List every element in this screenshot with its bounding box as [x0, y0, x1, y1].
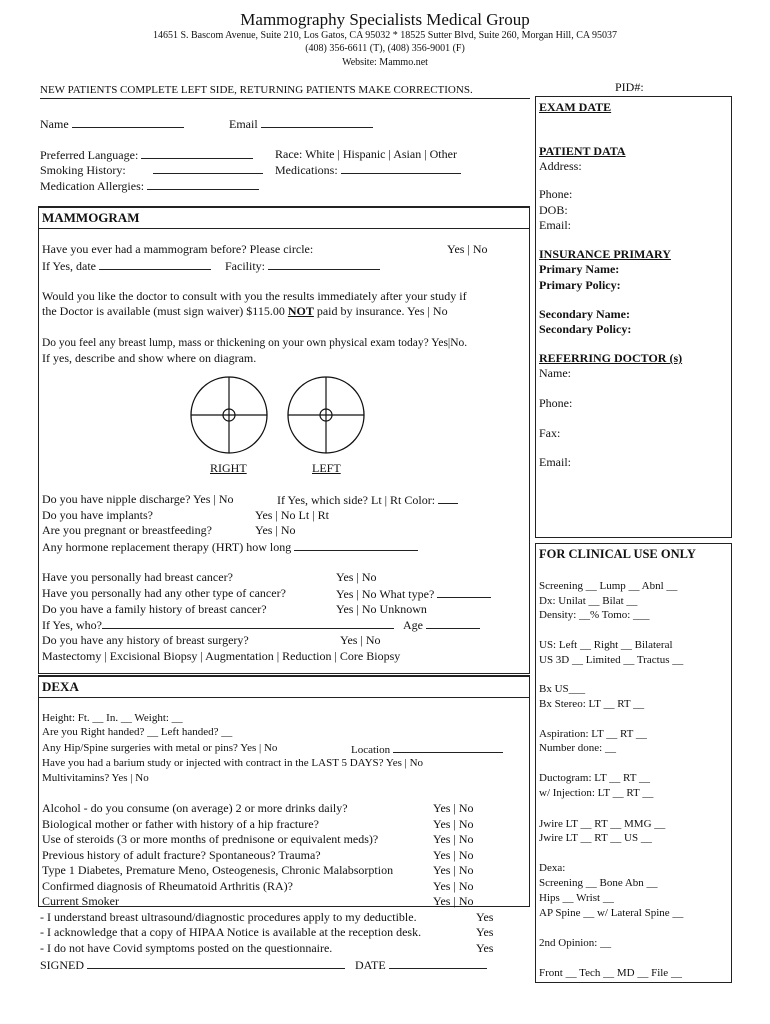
dexa-answer[interactable]: Yes | No	[433, 832, 474, 846]
ack-answer[interactable]: Yes	[476, 910, 494, 924]
dexa-rule	[38, 697, 530, 698]
org-name: Mammography Specialists Medical Group	[240, 10, 530, 29]
dexa-answer[interactable]: Yes | No	[433, 894, 474, 908]
org-website: Website: Mammo.net	[342, 57, 428, 68]
q-pregnant: Are you pregnant or breastfeeding?	[42, 523, 212, 537]
q-breast-cancer-answer[interactable]: Yes | No	[336, 570, 377, 584]
q-discharge-side[interactable]: If Yes, which side? Lt | Rt Color:	[277, 492, 458, 507]
height-weight[interactable]: Height: Ft. __ In. __ Weight: __	[42, 712, 183, 724]
clinical-line[interactable]: 2nd Opinion: __	[539, 937, 612, 949]
instructions: NEW PATIENTS COMPLETE LEFT SIDE, RETURNING PATIENTS MAKE CORRECTIONS.	[40, 84, 473, 96]
clinical-line[interactable]: Aspiration: LT __ RT __	[539, 728, 647, 740]
right-label: RIGHT	[210, 461, 247, 475]
clinical-line[interactable]: Ductogram: LT __ RT __	[539, 772, 650, 784]
dexa-answer[interactable]: Yes | No	[433, 848, 474, 862]
left-breast-diagram[interactable]	[287, 376, 367, 456]
email-field[interactable]: Email	[229, 116, 373, 131]
exam-date-label: EXAM DATE	[539, 100, 612, 114]
dexa-question: Confirmed diagnosis of Rheumatoid Arthritis (RA)?	[42, 879, 293, 893]
prior-facility-field[interactable]: Facility:	[225, 258, 380, 273]
org-address: 14651 S. Bascom Avenue, Suite 210, Los Gatos, CA 95032 * 18525 Sutter Blvd, Suite 260, Morgan Hill, CA 95037	[152, 30, 618, 41]
prior-date-field[interactable]: If Yes, date	[42, 258, 211, 273]
family-who-field[interactable]: If Yes, who?	[42, 617, 394, 632]
right-breast-diagram[interactable]	[190, 376, 270, 456]
q-prior-mammogram-answer[interactable]: Yes | No	[447, 242, 488, 256]
q-hrt[interactable]: Any hormone replacement therapy (HRT) how long	[42, 539, 418, 554]
dexa-answer[interactable]: Yes | No	[433, 817, 474, 831]
patient-dob-label: DOB:	[539, 203, 568, 217]
primary-policy-label: Primary Policy:	[539, 278, 621, 292]
dexa-question: Alcohol - do you consume (on average) 2 or more drinks daily?	[42, 801, 348, 815]
clinical-line[interactable]: US: Left __ Right __ Bilateral	[539, 639, 673, 651]
q-lump-line1[interactable]: Do you feel any breast lump, mass or thickening on your own physical exam today? Yes|No.	[42, 337, 468, 349]
medications-field[interactable]: Medications:	[275, 162, 461, 177]
dexa-answer[interactable]: Yes | No	[433, 863, 474, 877]
clinical-line[interactable]: Jwire LT __ RT __ US __	[539, 832, 652, 844]
ref-email-label: Email:	[539, 455, 571, 469]
q-implants-answer[interactable]: Yes | No Lt | Rt	[255, 508, 329, 522]
clinical-line[interactable]: Dexa:	[539, 862, 566, 874]
q-nipple-discharge[interactable]: Do you have nipple discharge? Yes | No	[42, 492, 234, 506]
clinical-line[interactable]: AP Spine __ w/ Lateral Spine __	[539, 907, 684, 919]
q-prior-mammogram: Have you ever had a mammogram before? Please circle:	[42, 242, 314, 256]
q-other-cancer: Have you personally had any other type of cancer?	[42, 586, 286, 600]
q-barium[interactable]: Have you had a barium study or injected with contract in the LAST 5 DAYS? Yes | No	[42, 757, 424, 769]
clinical-line[interactable]: Bx Stereo: LT __ RT __	[539, 698, 645, 710]
clinical-line[interactable]: Screening __ Lump __ Abnl __	[539, 580, 678, 592]
clinical-line[interactable]: Bx US___	[539, 683, 586, 695]
ref-fax-label: Fax:	[539, 426, 561, 440]
clinical-line[interactable]: Screening __ Bone Abn __	[539, 877, 658, 889]
q-implants: Do you have implants?	[42, 508, 153, 522]
secondary-policy-label: Secondary Policy:	[539, 322, 632, 336]
ref-name-label: Name:	[539, 366, 571, 380]
clinical-heading: FOR CLINICAL USE ONLY	[539, 547, 696, 561]
clinical-line[interactable]: US 3D __ Limited __ Tractus __	[539, 654, 684, 666]
q-multivitamins[interactable]: Multivitamins? Yes | No	[42, 772, 149, 784]
dexa-question: Previous history of adult fracture? Spontaneous? Trauma?	[42, 848, 321, 862]
q-breast-cancer: Have you personally had breast cancer?	[42, 570, 233, 584]
referring-doctor-heading: REFERRING DOCTOR (s)	[539, 351, 683, 365]
ack-item: - I acknowledge that a copy of HIPAA Notice is available at the reception desk.	[40, 925, 422, 939]
allergies-field[interactable]: Medication Allergies:	[40, 178, 259, 193]
date-field[interactable]: DATE	[355, 957, 487, 972]
language-field[interactable]: Preferred Language:	[40, 147, 253, 162]
mammogram-rule	[38, 228, 530, 229]
q-hip-spine[interactable]: Any Hip/Spine surgeries with metal or pins? Yes | No	[42, 742, 278, 754]
secondary-name-label: Secondary Name:	[539, 307, 630, 321]
mammogram-heading: MAMMOGRAM	[42, 210, 140, 225]
q-breast-surgery: Do you have any history of breast surgery?	[42, 633, 249, 647]
family-age-field[interactable]: Age	[403, 617, 480, 632]
patient-address-label: Address:	[539, 159, 582, 173]
dexa-answer[interactable]: Yes | No	[433, 879, 474, 893]
q-family-history: Do you have a family history of breast cancer?	[42, 602, 267, 616]
dexa-question: Type 1 Diabetes, Premature Meno, Osteogenesis, Chronic Malabsorption	[42, 863, 394, 877]
hip-spine-location[interactable]: Location	[351, 741, 503, 757]
dexa-answer[interactable]: Yes | No	[433, 801, 474, 815]
q-other-cancer-answer[interactable]: Yes | No What type?	[336, 586, 491, 601]
dexa-heading: DEXA	[42, 679, 79, 694]
clinical-line[interactable]: Number done: __	[539, 742, 616, 754]
dexa-question: Biological mother or father with history of a hip fracture?	[42, 817, 319, 831]
handedness[interactable]: Are you Right handed? __ Left handed? __	[42, 726, 233, 738]
q-consult-line1: Would you like the doctor to consult with you the results immediately after your study if	[42, 289, 467, 303]
ref-phone-label: Phone:	[539, 396, 573, 410]
signature-field[interactable]: SIGNED	[40, 957, 345, 972]
dexa-question: Current Smoker	[42, 894, 119, 908]
surgery-type-options[interactable]: Mastectomy | Excisional Biopsy | Augmentation | Reduction | Core Biopsy	[42, 649, 401, 663]
primary-name-label: Primary Name:	[539, 262, 620, 276]
q-pregnant-answer[interactable]: Yes | No	[255, 523, 296, 537]
patient-phone-label: Phone:	[539, 187, 573, 201]
pid-label: PID#:	[615, 80, 644, 94]
clinical-line[interactable]: Density: __% Tomo: ___	[539, 609, 650, 621]
clinical-line[interactable]: Hips __ Wrist __	[539, 892, 614, 904]
q-family-history-answer[interactable]: Yes | No Unknown	[336, 602, 427, 616]
clinical-line[interactable]: w/ Injection: LT __ RT __	[539, 787, 654, 799]
clinical-line[interactable]: Jwire LT __ RT __ MMG __	[539, 818, 666, 830]
clinical-line[interactable]: Front __ Tech __ MD __ File __	[539, 967, 682, 979]
q-consult-line2[interactable]: the Doctor is available (must sign waiver) $115.00 NOT paid by insurance. Yes | No	[42, 304, 448, 318]
patient-email-label: Email:	[539, 218, 571, 232]
patient-data-heading: PATIENT DATA	[539, 144, 626, 158]
ack-answer[interactable]: Yes	[476, 925, 494, 939]
smoking-field[interactable]: Smoking History:	[40, 162, 263, 177]
left-label: LEFT	[312, 461, 341, 475]
ack-item: - I do not have Covid symptoms posted on the questionnaire.	[40, 941, 333, 955]
q-lump-line2: If yes, describe and show where on diagram.	[42, 351, 257, 365]
race-options[interactable]: Race: White | Hispanic | Asian | Other	[275, 147, 457, 161]
dexa-question: Use of steroids (3 or more months of prednisone or equivalent meds)?	[42, 832, 379, 846]
q-breast-surgery-answer[interactable]: Yes | No	[340, 633, 381, 647]
clinical-line[interactable]: Dx: Unilat __ Bilat __	[539, 595, 638, 607]
ack-answer[interactable]: Yes	[476, 941, 494, 955]
name-field[interactable]: Name	[40, 116, 184, 131]
ack-item: - I understand breast ultrasound/diagnostic procedures apply to my deductible.	[40, 910, 417, 924]
insurance-primary-heading: INSURANCE PRIMARY	[539, 247, 671, 261]
top-rule	[40, 98, 530, 99]
org-phone: (408) 356-6611 (T), (408) 356-9001 (F)	[305, 43, 465, 54]
